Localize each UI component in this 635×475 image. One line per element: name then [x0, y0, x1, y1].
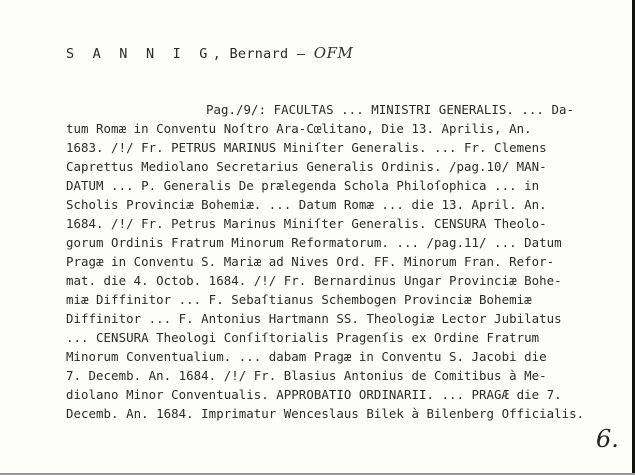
text-line: miæ Diffinitor ... F. Sebaſtianus Schembogen Provinciæ Bohemiæ — [66, 292, 532, 307]
text-line: mat. die 4. Octob. 1684. /!/ Fr. Bernardinus Ungar Provinciæ Bohe- — [66, 273, 562, 288]
author-given-name: , Bernard — [212, 46, 289, 62]
text-line: ... CENSURA Theologi Conſiſtorialis Pragenſis ex Ordine Fratrum — [66, 330, 540, 345]
heading-dash: — — [296, 46, 306, 62]
text-line: Decemb. An. 1684. Imprimatur Wenceslaus Bilek à Bilenberg Officialis. — [66, 406, 585, 421]
order-annotation: OFM — [313, 44, 354, 62]
text-line: DATUM ... P. Generalis De prælegenda Schola Philoſophica ... in — [66, 178, 540, 193]
text-line: Diffinitor ... F. Antonius Hartmann SS. Theologiæ Lector Jubilatus — [66, 311, 562, 326]
text-line: Pragæ in Conventu S. Mariæ ad Nives Ord. FF. Minorum Fran. Refor- — [66, 254, 555, 269]
author-surname: S A N N I G — [66, 46, 213, 62]
text-line: Caprettus Mediolano Secretarius Generalis Ordinis. /pag.10/ MAN- — [66, 159, 547, 174]
text-line: 7. Decemb. An. 1684. /!/ Fr. Blasius Antonius de Comitibus à Me- — [66, 368, 547, 383]
text-line: diolano Minor Conventualis. APPROBATIO ORDINARII. ... PRAGÆ die 7. — [66, 387, 562, 402]
text-line: 1683. /!/ Fr. PETRUS MARINUS Miniſter Generalis. ... Fr. Clemens — [66, 140, 547, 155]
text-line: Minorum Conventualium. ... dabam Pragæ in Conventu S. Jacobi die — [66, 349, 547, 364]
text-line: gorum Ordinis Fratrum Minorum Reformatorum. ... /pag.11/ ... Datum — [66, 235, 562, 250]
text-line: tum Romæ in Conventu Noſtro Ara-Cœlitano, Die 13. Aprilis, An. — [66, 121, 532, 136]
text-line: Scholis Provinciæ Bohemiæ. ... Datum Romæ ... die 13. April. An. — [66, 197, 547, 212]
card-heading — [66, 44, 353, 62]
text-line: 1684. /!/ Fr. Petrus Marinus Miniſter Generalis. CENSURA Theolo- — [66, 216, 547, 231]
handwritten-page-number: 6. — [596, 425, 619, 453]
text-line: Pag./9/: FACULTAS ... MINISTRI GENERALIS. ... Da- — [206, 102, 574, 117]
